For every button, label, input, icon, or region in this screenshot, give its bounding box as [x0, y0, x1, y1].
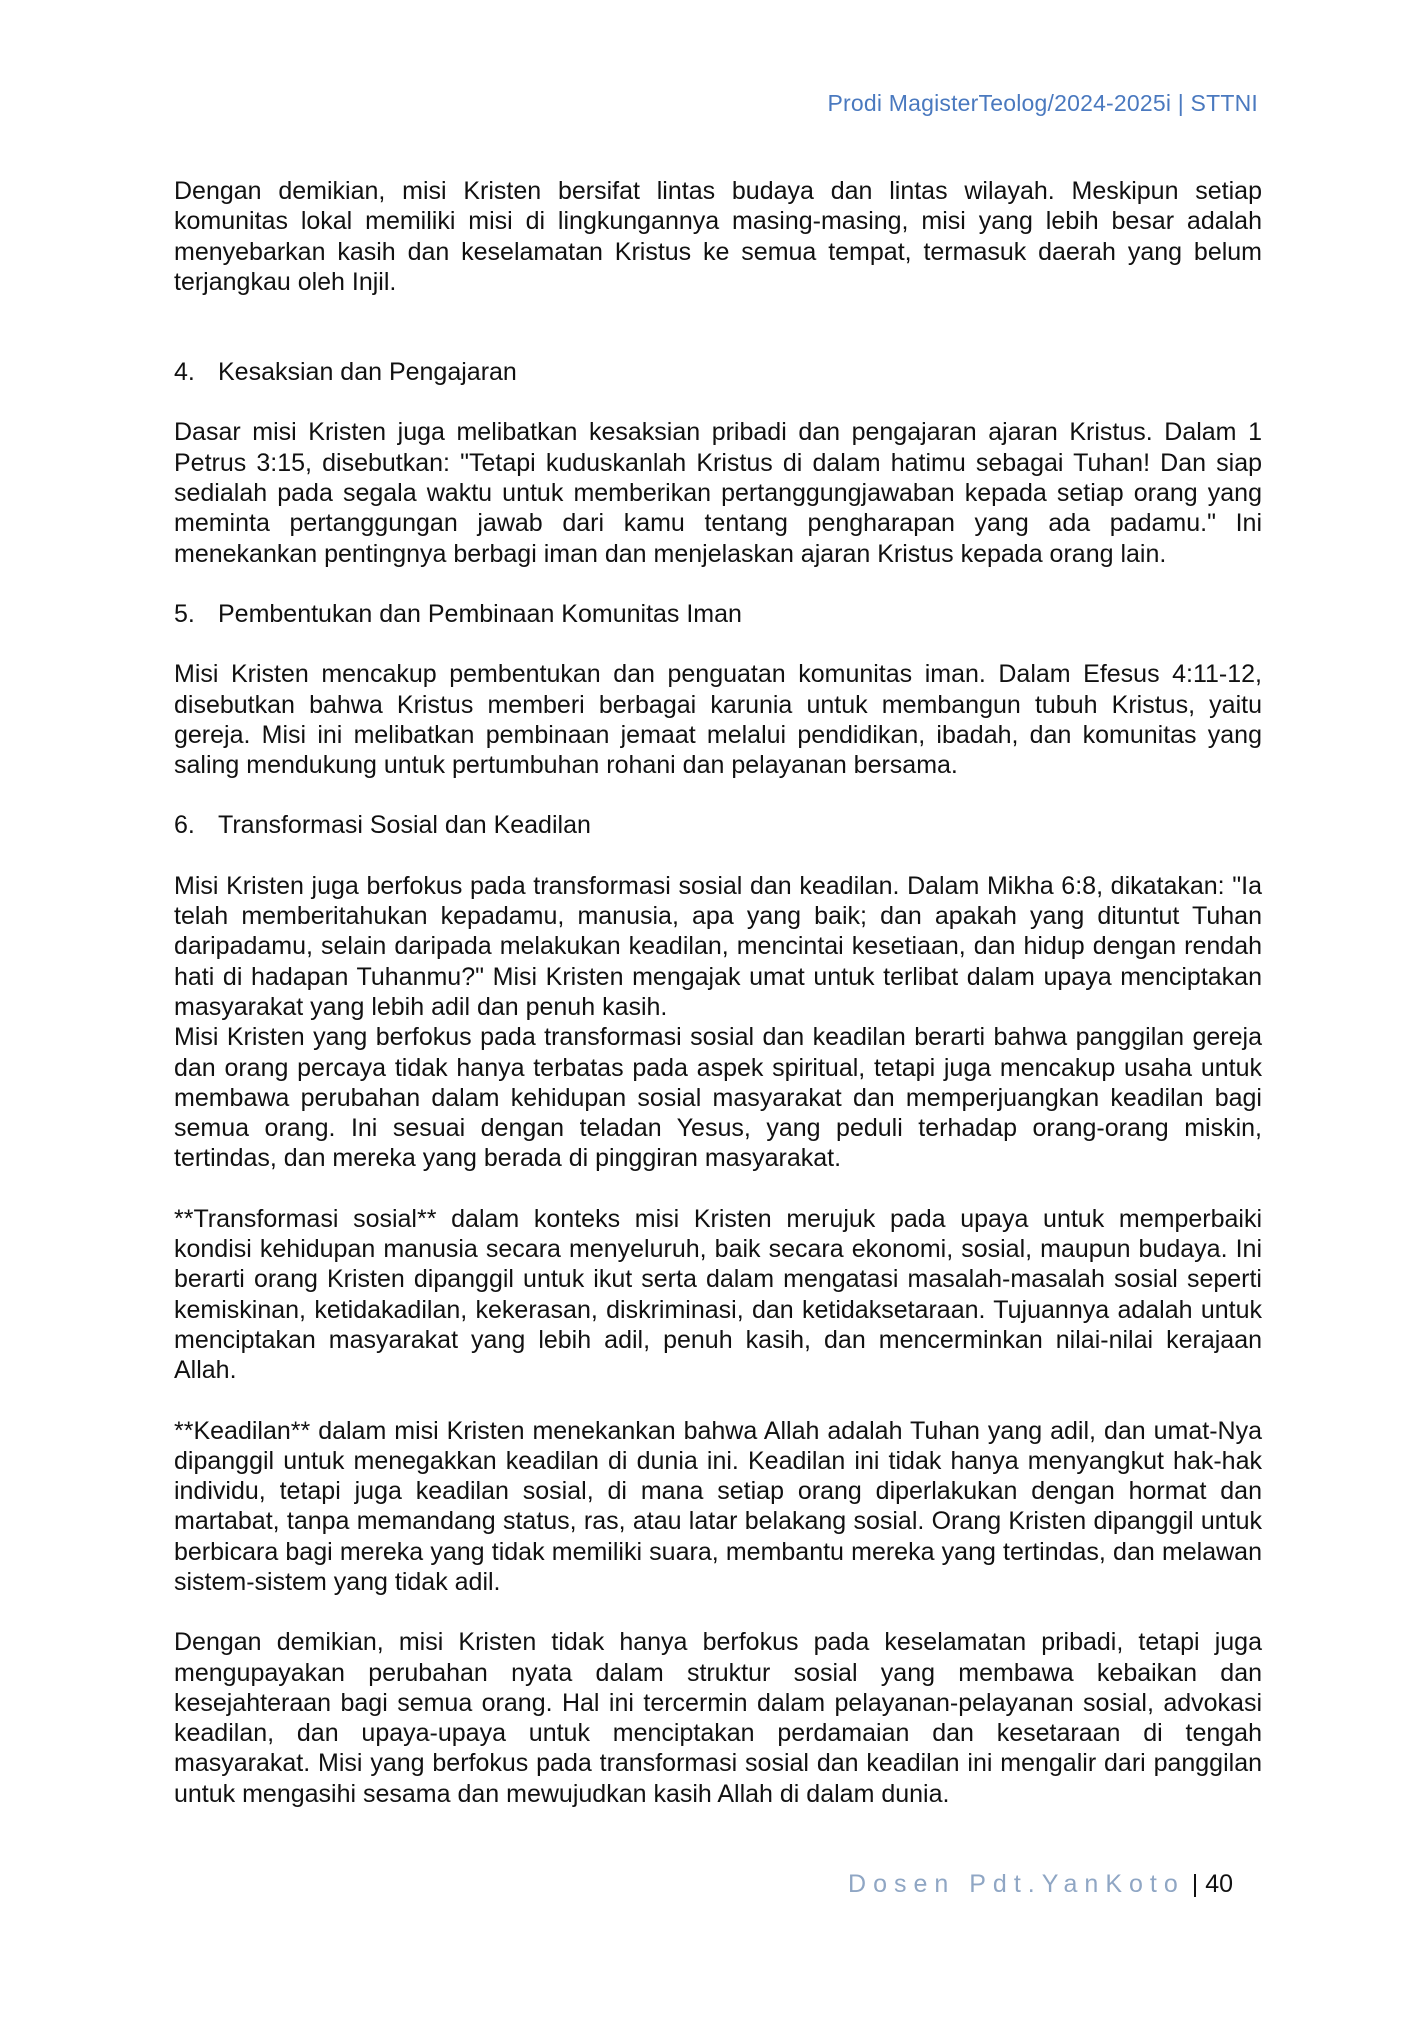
- section-number: 6.: [174, 811, 195, 840]
- page-footer: [848, 1870, 1233, 1899]
- paragraph-transformasi-keadilan: Misi Kristen yang berfokus pada transformasi sosial dan keadilan berarti bahwa panggilan gereja dan orang percaya tidak hanya terbatas pada aspek spiritual, tetapi juga mencakup usaha untuk membawa perubahan dalam kehidupan sosial masyarakat dan memperjuangkan keadilan bagi semua orang. Ini sesuai dengan teladan Yesus, yang peduli terhadap orang-orang miskin, tertindas, dan mereka yang berada di pinggiran masyarakat.: [174, 1023, 1262, 1173]
- footer-author: Dosen Pdt.YanKoto: [848, 1870, 1185, 1898]
- paragraph-keadilan: **Keadilan** dalam misi Kristen menekankan bahwa Allah adalah Tuhan yang adil, dan umat-Nya dipanggil untuk menegakkan keadilan di dunia ini. Keadilan ini tidak hanya menyangkut hak-hak individu, tetapi juga keadilan sosial, di mana setiap orang diperlakukan dengan hormat dan martabat, tanpa memandang status, ras, atau latar belakang sosial. Orang Kristen dipanggil untuk berbicara bagi mereka yang tidak memiliki suara, membantu mereka yang tertindas, dan melawan sistem-sistem yang tidak adil.: [174, 1416, 1262, 1596]
- paragraph-kesimpulan: Dengan demikian, misi Kristen tidak hanya berfokus pada keselamatan pribadi, tetapi juga mengupayakan perubahan nyata dalam struktur sosial yang membawa kebaikan dan kesejahteraan bagi semua orang. Hal ini tercermin dalam pelayanan-pelayanan sosial, advokasi keadilan, dan upaya-upaya untuk menciptakan perdamaian dan kesetaraan di tengah masyarakat. Misi yang berfokus pada transformasi sosial dan keadilan ini mengalir dari panggilan untuk mengasihi sesama dan mewujudkan kasih Allah di dalam dunia.: [174, 1628, 1262, 1808]
- page-number: 40: [1205, 1870, 1233, 1898]
- section-number: 4.: [174, 358, 195, 387]
- section-number: 5.: [174, 599, 195, 628]
- section-title: Pembentukan dan Pembinaan Komunitas Iman: [218, 599, 742, 628]
- section-title: Kesaksian dan Pengajaran: [218, 358, 517, 387]
- paragraph-kesaksian: Dasar misi Kristen juga melibatkan kesaksian pribadi dan pengajaran ajaran Kristus. Dalam 1 Petrus 3:15, disebutkan: "Tetapi kuduskanlah Kristus di dalam hatimu sebagai Tuhan! Dan siap sedialah pada segala waktu untuk memberikan pertanggungjawaban kepada setiap orang yang meminta pertanggungan jawab dari kamu tentang pengharapan yang ada padamu." Ini menekankan pentingnya berbagi iman dan menjelaskan ajaran Kristus kepada orang lain.: [174, 418, 1262, 568]
- section-heading-6: [174, 810, 1262, 840]
- page-header: Prodi MagisterTeolog/2024-2025i | STTNI: [827, 90, 1258, 116]
- section-heading-5: [174, 599, 1262, 629]
- paragraph-mikha: Misi Kristen juga berfokus pada transformasi sosial dan keadilan. Dalam Mikha 6:8, dikatakan: "Ia telah memberitahukan kepadamu, manusia, apa yang baik; dan apakah yang dituntut Tuhan daripadamu, selain daripada melakukan keadilan, mencintai kesetiaan, dan hidup dengan rendah hati di hadapan Tuhanmu?" Misi Kristen mengajak umat untuk terlibat dalam upaya menciptakan masyarakat yang lebih adil dan penuh kasih.: [174, 871, 1262, 1021]
- section-heading-4: [174, 357, 1262, 387]
- paragraph-intro: Dengan demikian, misi Kristen bersifat lintas budaya dan lintas wilayah. Meskipun setiap komunitas lokal memiliki misi di lingkungannya masing-masing, misi yang lebih besar adalah menyebarkan kasih dan keselamatan Kristus ke semua tempat, termasuk daerah yang belum terjangkau oleh Injil.: [174, 177, 1262, 296]
- footer-separator: |: [1191, 1870, 1199, 1898]
- paragraph-komunitas: Misi Kristen mencakup pembentukan dan penguatan komunitas iman. Dalam Efesus 4:11-12, disebutkan bahwa Kristus memberi berbagai karunia untuk membangun tubuh Kristus, yaitu gereja. Misi ini melibatkan pembinaan jemaat melalui pendidikan, ibadah, dan komunitas yang saling mendukung untuk pertumbuhan rohani dan pelayanan bersama.: [174, 660, 1262, 780]
- section-title: Transformasi Sosial dan Keadilan: [218, 811, 591, 840]
- document-body: [174, 176, 1262, 1809]
- paragraph-transformasi-sosial: **Transformasi sosial** dalam konteks misi Kristen merujuk pada upaya untuk memperbaiki kondisi kehidupan manusia secara menyeluruh, baik secara ekonomi, sosial, maupun budaya. Ini berarti orang Kristen dipanggil untuk ikut serta dalam mengatasi masalah-masalah sosial seperti kemiskinan, ketidakadilan, kekerasan, diskriminasi, dan ketidaksetaraan. Tujuannya adalah untuk menciptakan masyarakat yang lebih adil, penuh kasih, dan mencerminkan nilai-nilai kerajaan Allah.: [174, 1204, 1262, 1385]
